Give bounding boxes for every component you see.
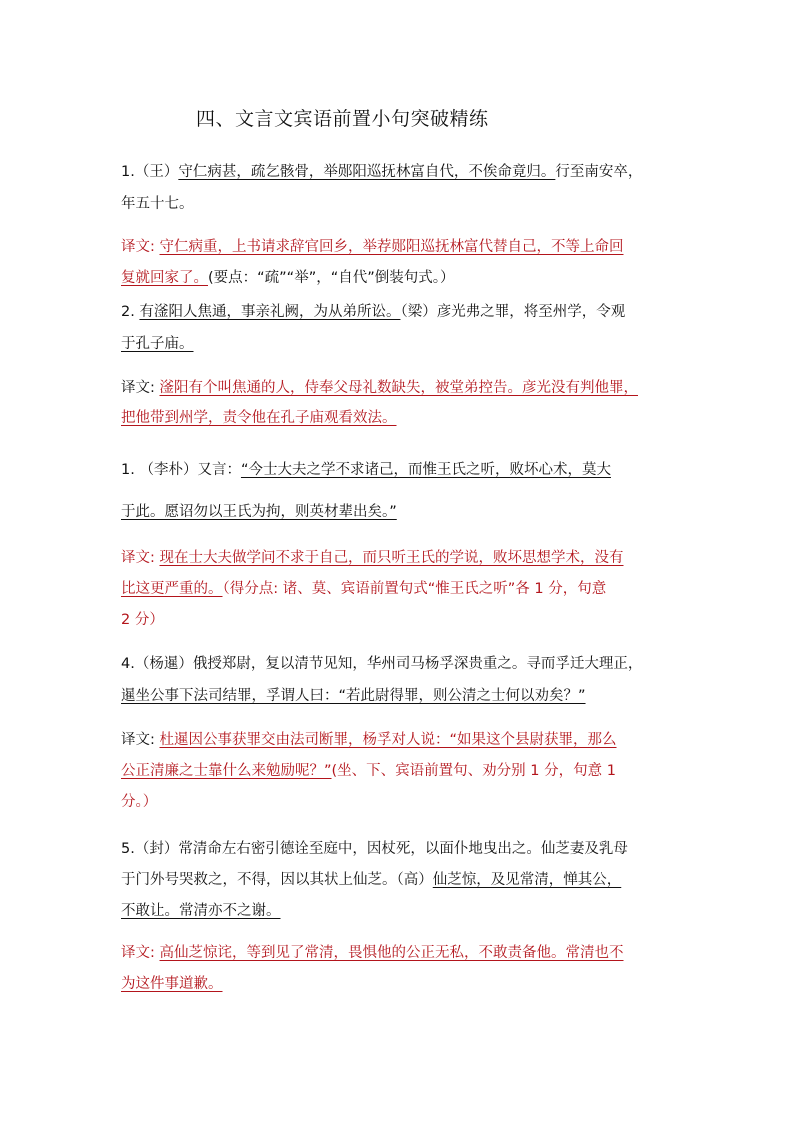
exercise-3 (121, 456, 681, 634)
exercise-5 (121, 835, 681, 998)
question-line: 4.（杨暹）俄授郑尉，复以清节见知，华州司马杨孚深贵重之。寻而孚迁大理正， (121, 656, 643, 672)
translation-line: 公正清廉之士靠什么来勉励呢？”(坐、下、宾语前置句、劝分别 1 分，句意 1 (121, 763, 616, 779)
translation-line: 译文: 高仙芝惊诧，等到见了常清，畏惧他的公正无私，不敢责备他。常清也不 (121, 945, 624, 961)
page-title: 四、文言文宾语前置小句突破精练 (196, 108, 489, 130)
translation-line: 译文: 守仁病重，上书请求辞官回乡，举荐郧阳巡抚林富代替自己，不等上命回 (121, 239, 624, 255)
translation-line: 比这更严重的。（得分点: 诸、莫、宾语前置句式“惟王氏之听”各 1 分，句意 (121, 581, 607, 597)
translation-line: 把他带到州学，责令他在孔子庙观看效法。 (121, 410, 397, 426)
question-line: 年五十七。 (121, 196, 194, 212)
translation-line: 译文: 杜暹因公事获罪交由法司断罪，杨孚对人说：“如果这个县尉获罪，那么 (121, 732, 617, 748)
translation-line: 为这件事道歉。 (121, 976, 223, 992)
exercise-1 (121, 158, 681, 292)
question-line: 不敢让。常清亦不之谢。 (121, 903, 281, 919)
translation-line: 复就回家了。(要点：“疏”“举”，“自代”倒装句式。） (121, 270, 455, 286)
translation-line: 译文: 现在士大夫做学问不求于自己，而只听王氏的学说，败坏思想学术，没有 (121, 550, 624, 566)
question-line: 1. （李朴）又言：“今士大夫之学不求诸己，而惟王氏之听，败坏心术，莫大 (121, 462, 611, 478)
translation-line: 译文: 滏阳有个叫焦通的人，侍奉父母礼数缺失，被堂弟控告。彦光没有判他罪， (121, 380, 638, 396)
question-line: 1.（王）守仁病甚，疏乞骸骨，举郧阳巡抚林富自代，不俟命竟归。行至南安卒， (121, 164, 643, 180)
question-line: 2. 有滏阳人焦通，事亲礼阙，为从弟所讼。（梁）彦光弗之罪，将至州学，令观 (121, 304, 626, 320)
question-line: 于孔子庙。 (121, 336, 194, 352)
question-line: 暹坐公事下法司结罪，孚谓人曰：“若此尉得罪，则公清之士何以劝矣？” (121, 688, 586, 704)
exercise-4 (121, 650, 681, 816)
translation-line: 分。） (121, 794, 158, 810)
translation-line: 2 分） (121, 612, 164, 628)
question-line: 5.（封）常清命左右密引德诠至庭中，因杖死，以面仆地曳出之。仙芝妻及乳母 (121, 841, 628, 857)
question-line: 于门外号哭救之，不得，因以其状上仙芝。（高）仙芝惊，及见常清，惮其公， (121, 872, 622, 888)
exercise-2 (121, 298, 681, 432)
question-line: 于此。愿诏勿以王氏为拘，则英材辈出矣。” (121, 504, 397, 520)
